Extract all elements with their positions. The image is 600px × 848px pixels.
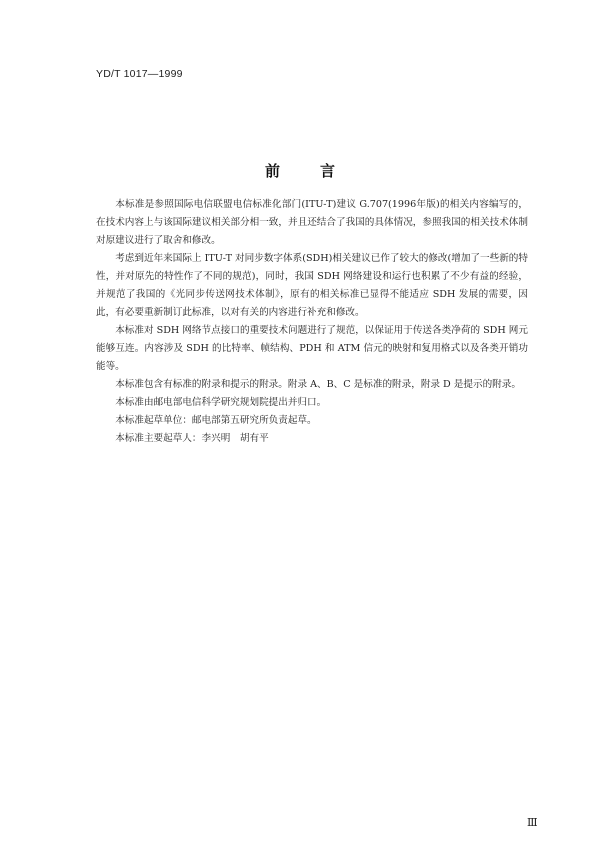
paragraph: 考虑到近年来国际上 ITU-T 对同步数字体系(SDH)相关建议已作了较大的修改(增加了一些新的特性，并对原先的特性作了不同的规范)，同时，我国 SDH 网络建设和运行也积累了不少有益的经验，并规范了我国的《光同步传送网技术体制》，原有的相关标准已显得不能适应 SDH 发展的需要，因此，有必要重新制订此标准，以对有关的内容进行补充和修改。 <box>96 253 528 318</box>
paragraph: 本标准是参照国际电信联盟电信标准化部门(ITU-T)建议 G.707(1996年版)的相关内容编写的，在技术内容上与该国际建议相关部分相一致，并且还结合了我国的具体情况，参照我国的相关技术体制对原建议进行了取舍和修改。 <box>96 199 528 246</box>
paragraph: 本标准起草单位：邮电部第五研究所负责起草。 <box>115 415 317 426</box>
paragraph: 本标准主要起草人：李兴明 胡有平 <box>115 433 269 444</box>
foreword-body <box>96 196 528 448</box>
paragraph: 本标准由邮电部电信科学研究规划院提出并归口。 <box>115 397 327 408</box>
page-number: Ⅲ <box>527 816 538 829</box>
page-title: 前言 <box>264 162 375 180</box>
paragraph: 本标准对 SDH 网络节点接口的重要技术问题进行了规范，以保证用于传送各类净荷的 SDH 网元能够互连。内容涉及 SDH 的比特率、帧结构、PDH 和 ATM 信元的映射和复用格式以及各类开销功能等。 <box>96 325 528 372</box>
paragraph: 本标准包含有标准的附录和提示的附录。附录 A、B、C 是标准的附录，附录 D 是提示的附录。 <box>115 379 521 390</box>
standard-code: YD/T 1017—1999 <box>96 68 183 80</box>
